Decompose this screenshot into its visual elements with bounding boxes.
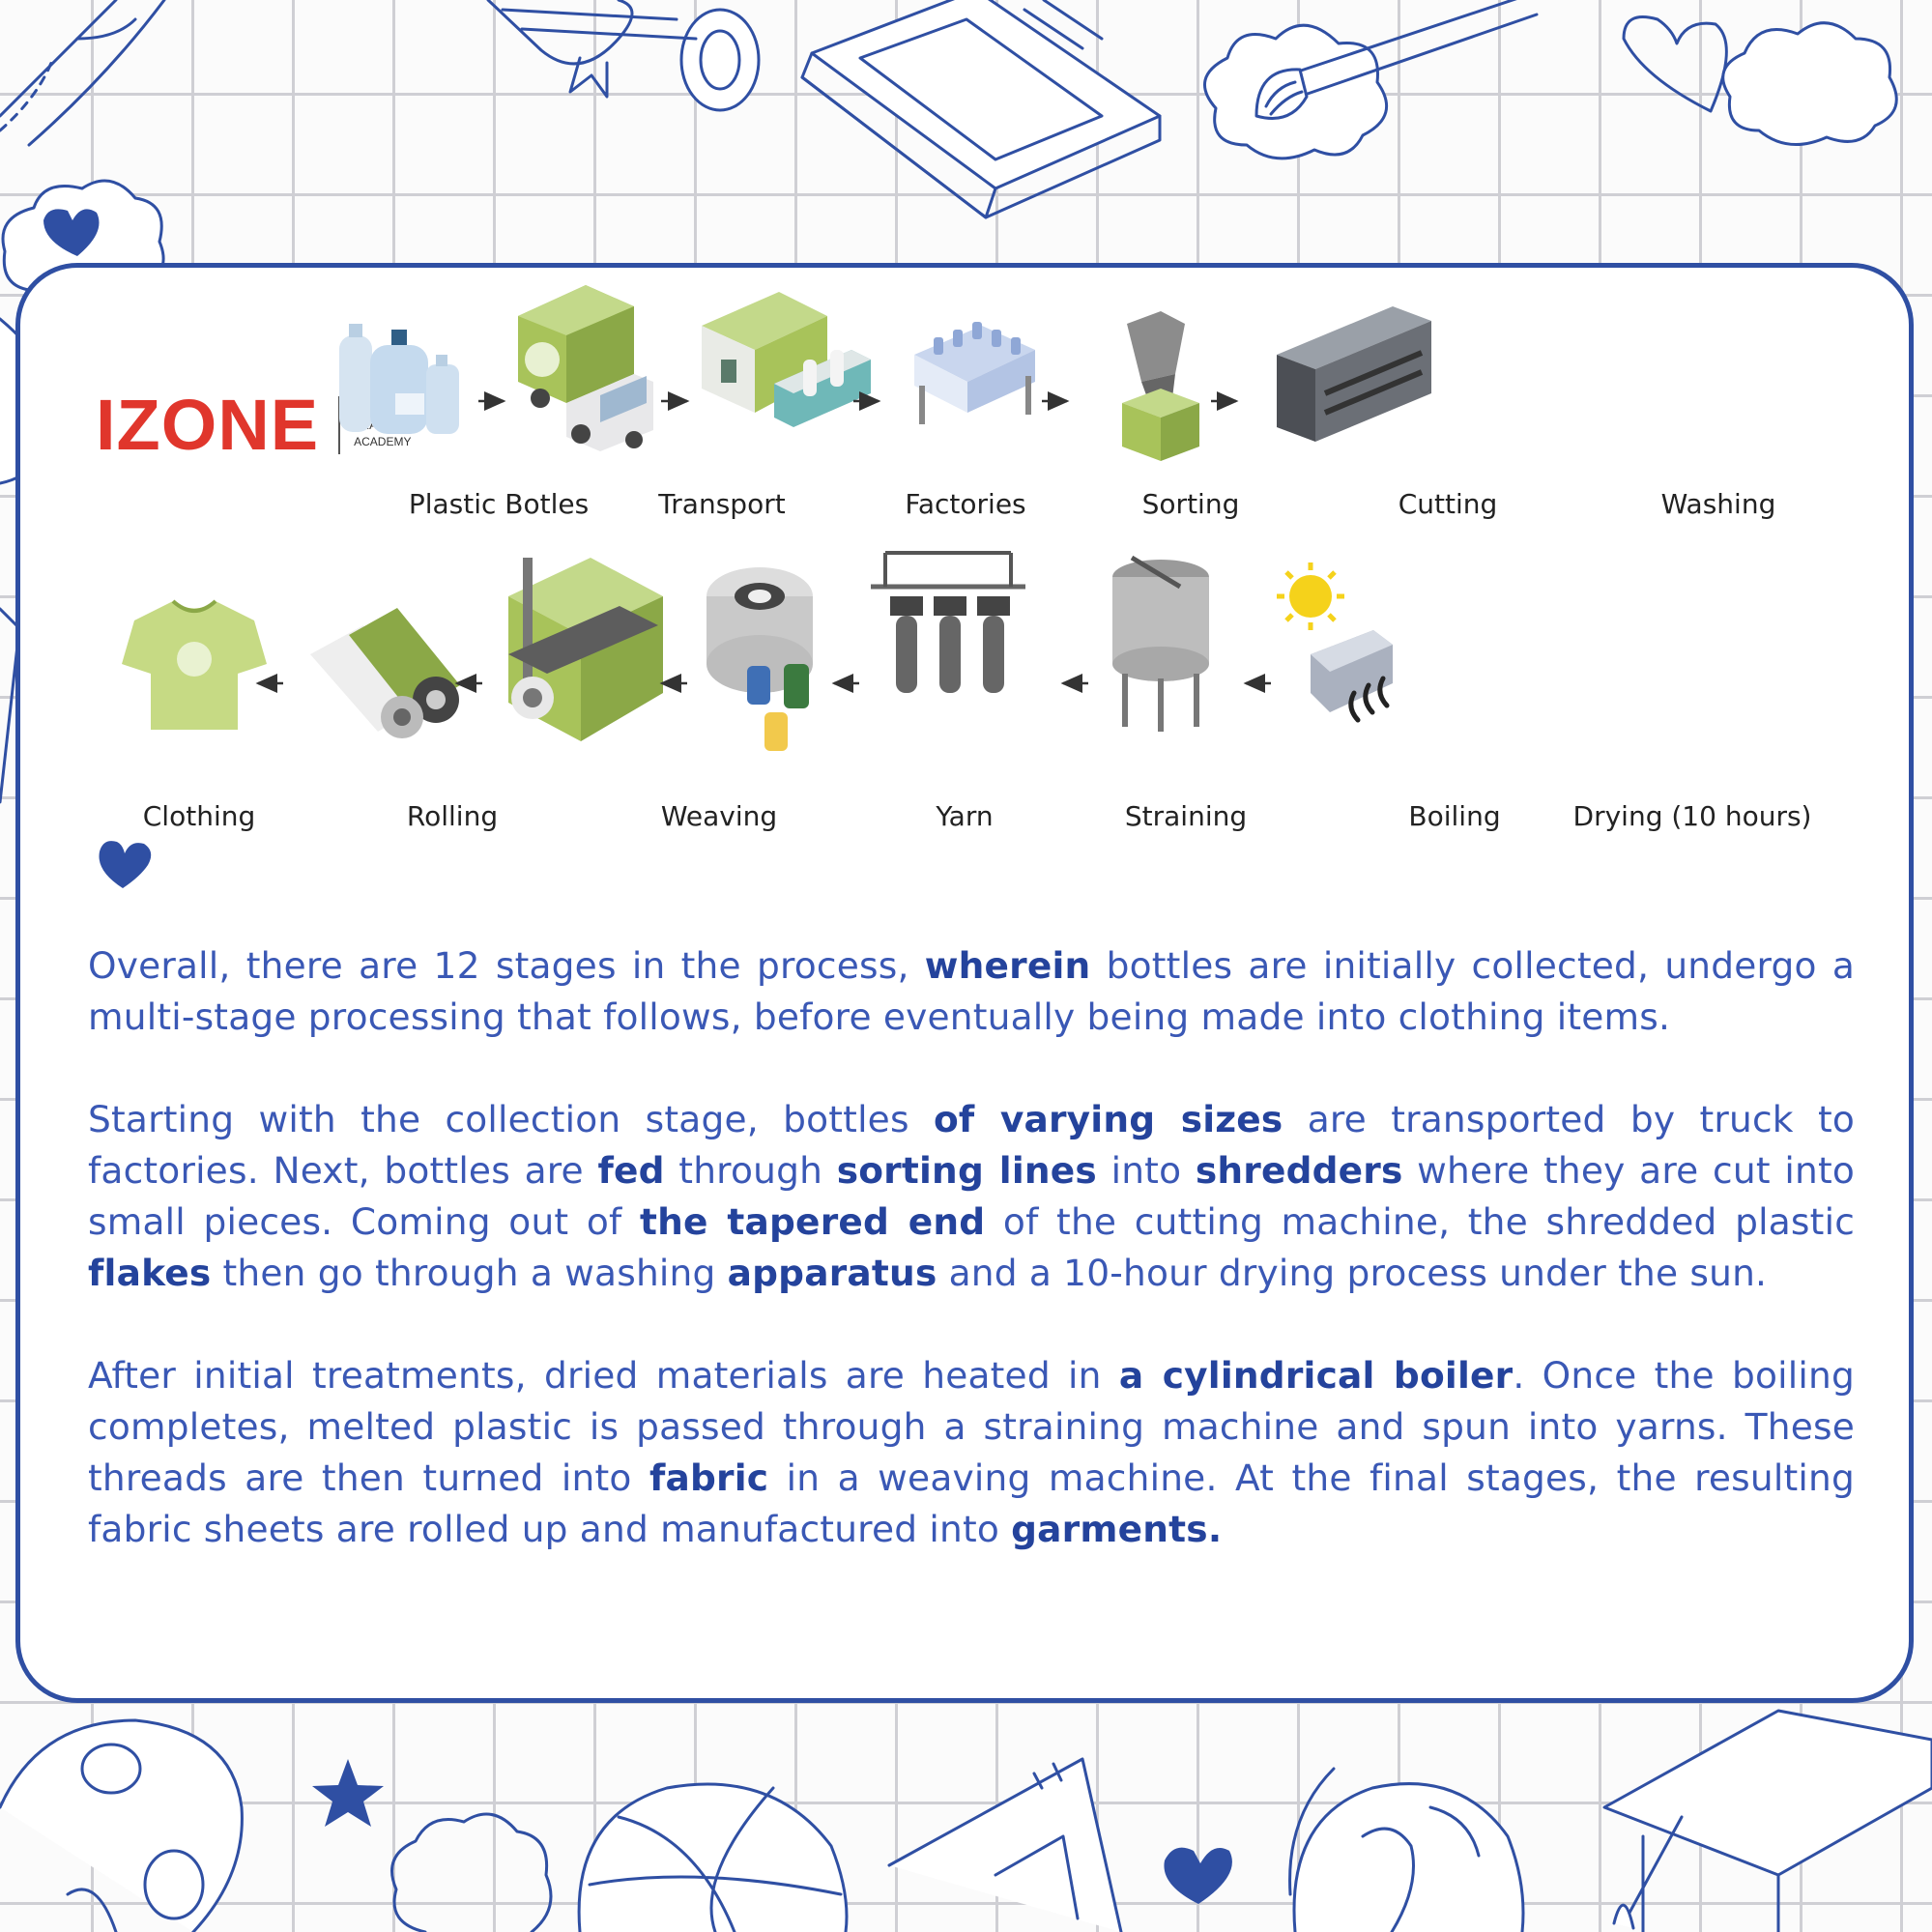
recycling-truck-icon bbox=[518, 285, 653, 451]
heart-icon bbox=[96, 836, 154, 890]
straining-machine-icon bbox=[871, 553, 1025, 693]
boiler-icon bbox=[1112, 558, 1209, 732]
sorting-line-icon bbox=[914, 322, 1035, 424]
stage-label-rolling: Rolling bbox=[406, 800, 499, 832]
text-run: bottles are initially collected, undergo a multi-stage processing that follows, before eventually being made into clothing items. bbox=[88, 944, 1855, 1038]
highlight-term: fed bbox=[597, 1149, 665, 1192]
shredder-icon bbox=[1122, 311, 1199, 461]
process-card bbox=[15, 263, 1914, 1703]
heart-icon bbox=[1164, 1848, 1231, 1904]
paragraph-treatment bbox=[88, 1350, 1855, 1555]
factory-icon bbox=[702, 292, 871, 427]
cloud-doodle-icon bbox=[1723, 23, 1897, 145]
weaving-machine-icon bbox=[508, 558, 663, 741]
book-doodle-icon bbox=[802, 0, 1160, 217]
heart-outline-doodle-icon bbox=[1624, 17, 1726, 112]
highlight-term: the tapered end bbox=[640, 1200, 986, 1243]
feather-doodle-icon bbox=[0, 0, 164, 145]
highlight-term: of varying sizes bbox=[933, 1098, 1283, 1140]
text-run: into bbox=[1096, 1149, 1196, 1192]
stage-label-sorting: Sorting bbox=[1141, 488, 1240, 520]
text-run: then go through a washing bbox=[211, 1252, 728, 1294]
stage-label-plastic-bottles: Plastic Botles bbox=[408, 488, 590, 520]
stage-label-cutting: Cutting bbox=[1398, 488, 1498, 520]
basketball-doodle-icon bbox=[579, 1784, 847, 1932]
text-run: in a weaving machine. At the final stages, the resulting fabric sheets are rolled up and manufactured into bbox=[88, 1456, 1855, 1550]
tagline-line-3: ACADEMY bbox=[354, 434, 412, 448]
text-run: After initial treatments, dried materials are heated in bbox=[88, 1354, 1119, 1397]
stage-label-boiling: Boiling bbox=[1408, 800, 1501, 832]
paragraph-overview bbox=[88, 940, 1855, 1043]
scroll-doodle-icon bbox=[488, 0, 759, 110]
text-run: and a 10-hour drying process under the sun. bbox=[937, 1252, 1768, 1294]
stage-label-weaving: Weaving bbox=[660, 800, 778, 832]
stage-label-yarn: Yarn bbox=[936, 800, 994, 832]
highlight-term: garments. bbox=[1011, 1508, 1223, 1550]
text-run: Starting with the collection stage, bottles bbox=[88, 1098, 934, 1140]
yarn-spools-icon bbox=[706, 567, 813, 751]
highlight-term: wherein bbox=[924, 944, 1091, 987]
text-run: of the cutting machine, the shredded plastic bbox=[985, 1200, 1856, 1243]
washing-apparatus-icon bbox=[1277, 268, 1431, 442]
text-run: where they are cut into small pieces. Coming out of bbox=[88, 1149, 1855, 1243]
tshirt-icon bbox=[122, 601, 267, 730]
star-icon bbox=[312, 1759, 384, 1827]
plastic-bottles-icon bbox=[339, 324, 459, 434]
text-run: . Once the boiling completes, melted plastic is passed through a straining machine and spun into yarns. These threads are then turned into bbox=[88, 1354, 1855, 1499]
highlight-term: flakes bbox=[88, 1252, 212, 1294]
text-run: Overall, there are 12 stages in the process, bbox=[88, 944, 925, 987]
stage-label-washing: Washing bbox=[1660, 488, 1776, 520]
highlight-term: shredders bbox=[1195, 1149, 1403, 1192]
stage-label-clothing: Clothing bbox=[142, 800, 256, 832]
highlight-term: fabric bbox=[649, 1456, 769, 1499]
paragraph-collection bbox=[88, 1094, 1855, 1299]
fabric-rolls-icon bbox=[310, 608, 460, 738]
cloud-doodle-icon bbox=[392, 1814, 552, 1932]
stage-label-straining: Straining bbox=[1124, 800, 1248, 832]
set-square-doodle-icon bbox=[889, 1759, 1121, 1932]
highlight-term: a cylindrical boiler bbox=[1118, 1354, 1514, 1397]
drying-sun-icon bbox=[1277, 562, 1393, 720]
stage-label-factories: Factories bbox=[905, 488, 1026, 520]
highlight-term: sorting lines bbox=[836, 1149, 1097, 1192]
graduation-cap-doodle-icon bbox=[1604, 1711, 1932, 1932]
stage-label-transport: Transport bbox=[658, 488, 786, 520]
highlight-term: apparatus bbox=[727, 1252, 937, 1294]
text-run: through bbox=[664, 1149, 837, 1192]
process-diagram bbox=[20, 268, 1909, 886]
text-run: are transported by truck to factories. Next, bottles are bbox=[88, 1098, 1855, 1192]
palette-doodle-icon bbox=[0, 1720, 242, 1932]
description-text bbox=[88, 940, 1855, 1606]
globe-doodle-icon bbox=[1290, 1769, 1523, 1932]
stage-label-drying: Drying (10 hours) bbox=[1572, 800, 1812, 832]
brand-name: IZONE bbox=[96, 385, 320, 465]
